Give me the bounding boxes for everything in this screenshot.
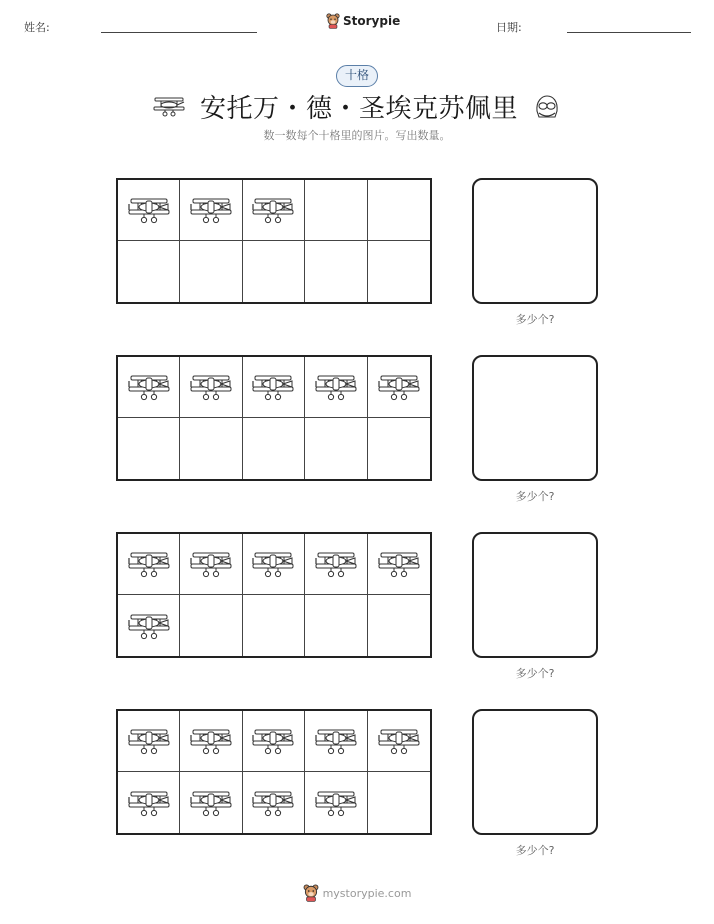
ten-frame-cell-filled xyxy=(118,711,180,772)
biplane-icon xyxy=(377,370,421,404)
ten-frame-cell-filled xyxy=(180,180,242,241)
ten-frame-cell-empty xyxy=(180,418,242,479)
answer-box[interactable] xyxy=(472,532,598,658)
brand-name: Storypie xyxy=(343,14,401,28)
ten-frame-cell-empty xyxy=(305,241,367,302)
biplane-icon xyxy=(189,370,233,404)
ten-frame-cell-filled xyxy=(243,534,305,595)
name-field[interactable] xyxy=(101,32,257,33)
ten-frame-cell-empty xyxy=(243,595,305,656)
answer-box[interactable] xyxy=(472,178,598,304)
ten-frame-cell-filled xyxy=(243,772,305,833)
biplane-icon xyxy=(314,547,358,581)
ten-frame-cell-empty xyxy=(305,180,367,241)
worksheet-type-badge: 十格 xyxy=(336,65,378,87)
date-label: 日期: xyxy=(496,21,522,34)
ten-frame-cell-filled xyxy=(118,534,180,595)
ten-frame-cell-empty xyxy=(180,241,242,302)
title-row xyxy=(0,88,714,125)
answer-box[interactable] xyxy=(472,709,598,835)
worksheet-title: 安托万・德・圣埃克苏佩里 xyxy=(199,94,518,124)
biplane-icon xyxy=(127,370,171,404)
ten-frame-cell-filled xyxy=(180,772,242,833)
biplane-icon xyxy=(314,786,358,820)
ten-frame-cell-empty xyxy=(368,241,430,302)
biplane-icon xyxy=(251,724,295,758)
ten-frame-cell-filled xyxy=(305,711,367,772)
ten-frame-cell-empty xyxy=(118,241,180,302)
ten-frame-cell-empty xyxy=(180,595,242,656)
ten-frame-cell-filled xyxy=(368,534,430,595)
ten-frame-cell-empty xyxy=(368,595,430,656)
ten-frame-cell-empty xyxy=(368,418,430,479)
ten-frame-cell-empty xyxy=(305,595,367,656)
ten-frame-cell-filled xyxy=(243,357,305,418)
ten-frame-cell-filled xyxy=(118,595,180,656)
biplane-icon xyxy=(377,724,421,758)
ten-frame-cell-filled xyxy=(305,534,367,595)
biplane-icon xyxy=(189,786,233,820)
ten-frame-cell-filled xyxy=(118,180,180,241)
footer xyxy=(0,884,714,902)
bear-mascot-icon xyxy=(326,13,340,29)
ten-frame-cell-filled xyxy=(180,534,242,595)
biplane-icon xyxy=(127,724,171,758)
instructions: 数一数每个十格里的图片。写出数量。 xyxy=(263,129,451,142)
answer-box[interactable] xyxy=(472,355,598,481)
name-label: 姓名: xyxy=(24,21,50,34)
biplane-icon xyxy=(251,193,295,227)
ten-frame-cell-filled xyxy=(118,357,180,418)
biplane-icon xyxy=(189,547,233,581)
ten-frame-cell-filled xyxy=(118,772,180,833)
ten-frame-cell-filled xyxy=(305,772,367,833)
biplane-icon xyxy=(152,94,186,120)
ten-frame-cell-empty xyxy=(368,180,430,241)
biplane-icon xyxy=(127,547,171,581)
biplane-icon xyxy=(189,193,233,227)
ten-frame xyxy=(116,532,432,658)
biplane-icon xyxy=(377,547,421,581)
ten-frame-cell-empty xyxy=(243,418,305,479)
aviator-helmet-icon xyxy=(532,93,562,121)
ten-frame-cell-empty xyxy=(118,418,180,479)
ten-frame-cell-empty xyxy=(368,772,430,833)
biplane-icon xyxy=(127,609,171,643)
ten-frame-cell-filled xyxy=(305,357,367,418)
ten-frame-cell-filled xyxy=(243,711,305,772)
biplane-icon xyxy=(314,370,358,404)
ten-frame-cell-filled xyxy=(180,711,242,772)
ten-frame xyxy=(116,178,432,304)
biplane-icon xyxy=(251,547,295,581)
how-many-label: 多少个? xyxy=(515,313,555,326)
brand-logo xyxy=(326,13,400,29)
biplane-icon xyxy=(127,193,171,227)
how-many-label: 多少个? xyxy=(515,844,555,857)
ten-frame xyxy=(116,355,432,481)
how-many-label: 多少个? xyxy=(515,490,555,503)
biplane-icon xyxy=(251,370,295,404)
ten-frame-cell-filled xyxy=(368,711,430,772)
biplane-icon xyxy=(189,724,233,758)
ten-frame-cell-empty xyxy=(243,241,305,302)
bear-mascot-icon xyxy=(303,884,319,902)
ten-frame-cell-filled xyxy=(180,357,242,418)
ten-frame-cell-filled xyxy=(243,180,305,241)
footer-url: mystorypie.com xyxy=(322,886,412,900)
how-many-label: 多少个? xyxy=(515,667,555,680)
ten-frame-cell-empty xyxy=(305,418,367,479)
date-field[interactable] xyxy=(567,32,691,33)
biplane-icon xyxy=(251,786,295,820)
biplane-icon xyxy=(127,786,171,820)
ten-frame-cell-filled xyxy=(368,357,430,418)
ten-frame xyxy=(116,709,432,835)
biplane-icon xyxy=(314,724,358,758)
